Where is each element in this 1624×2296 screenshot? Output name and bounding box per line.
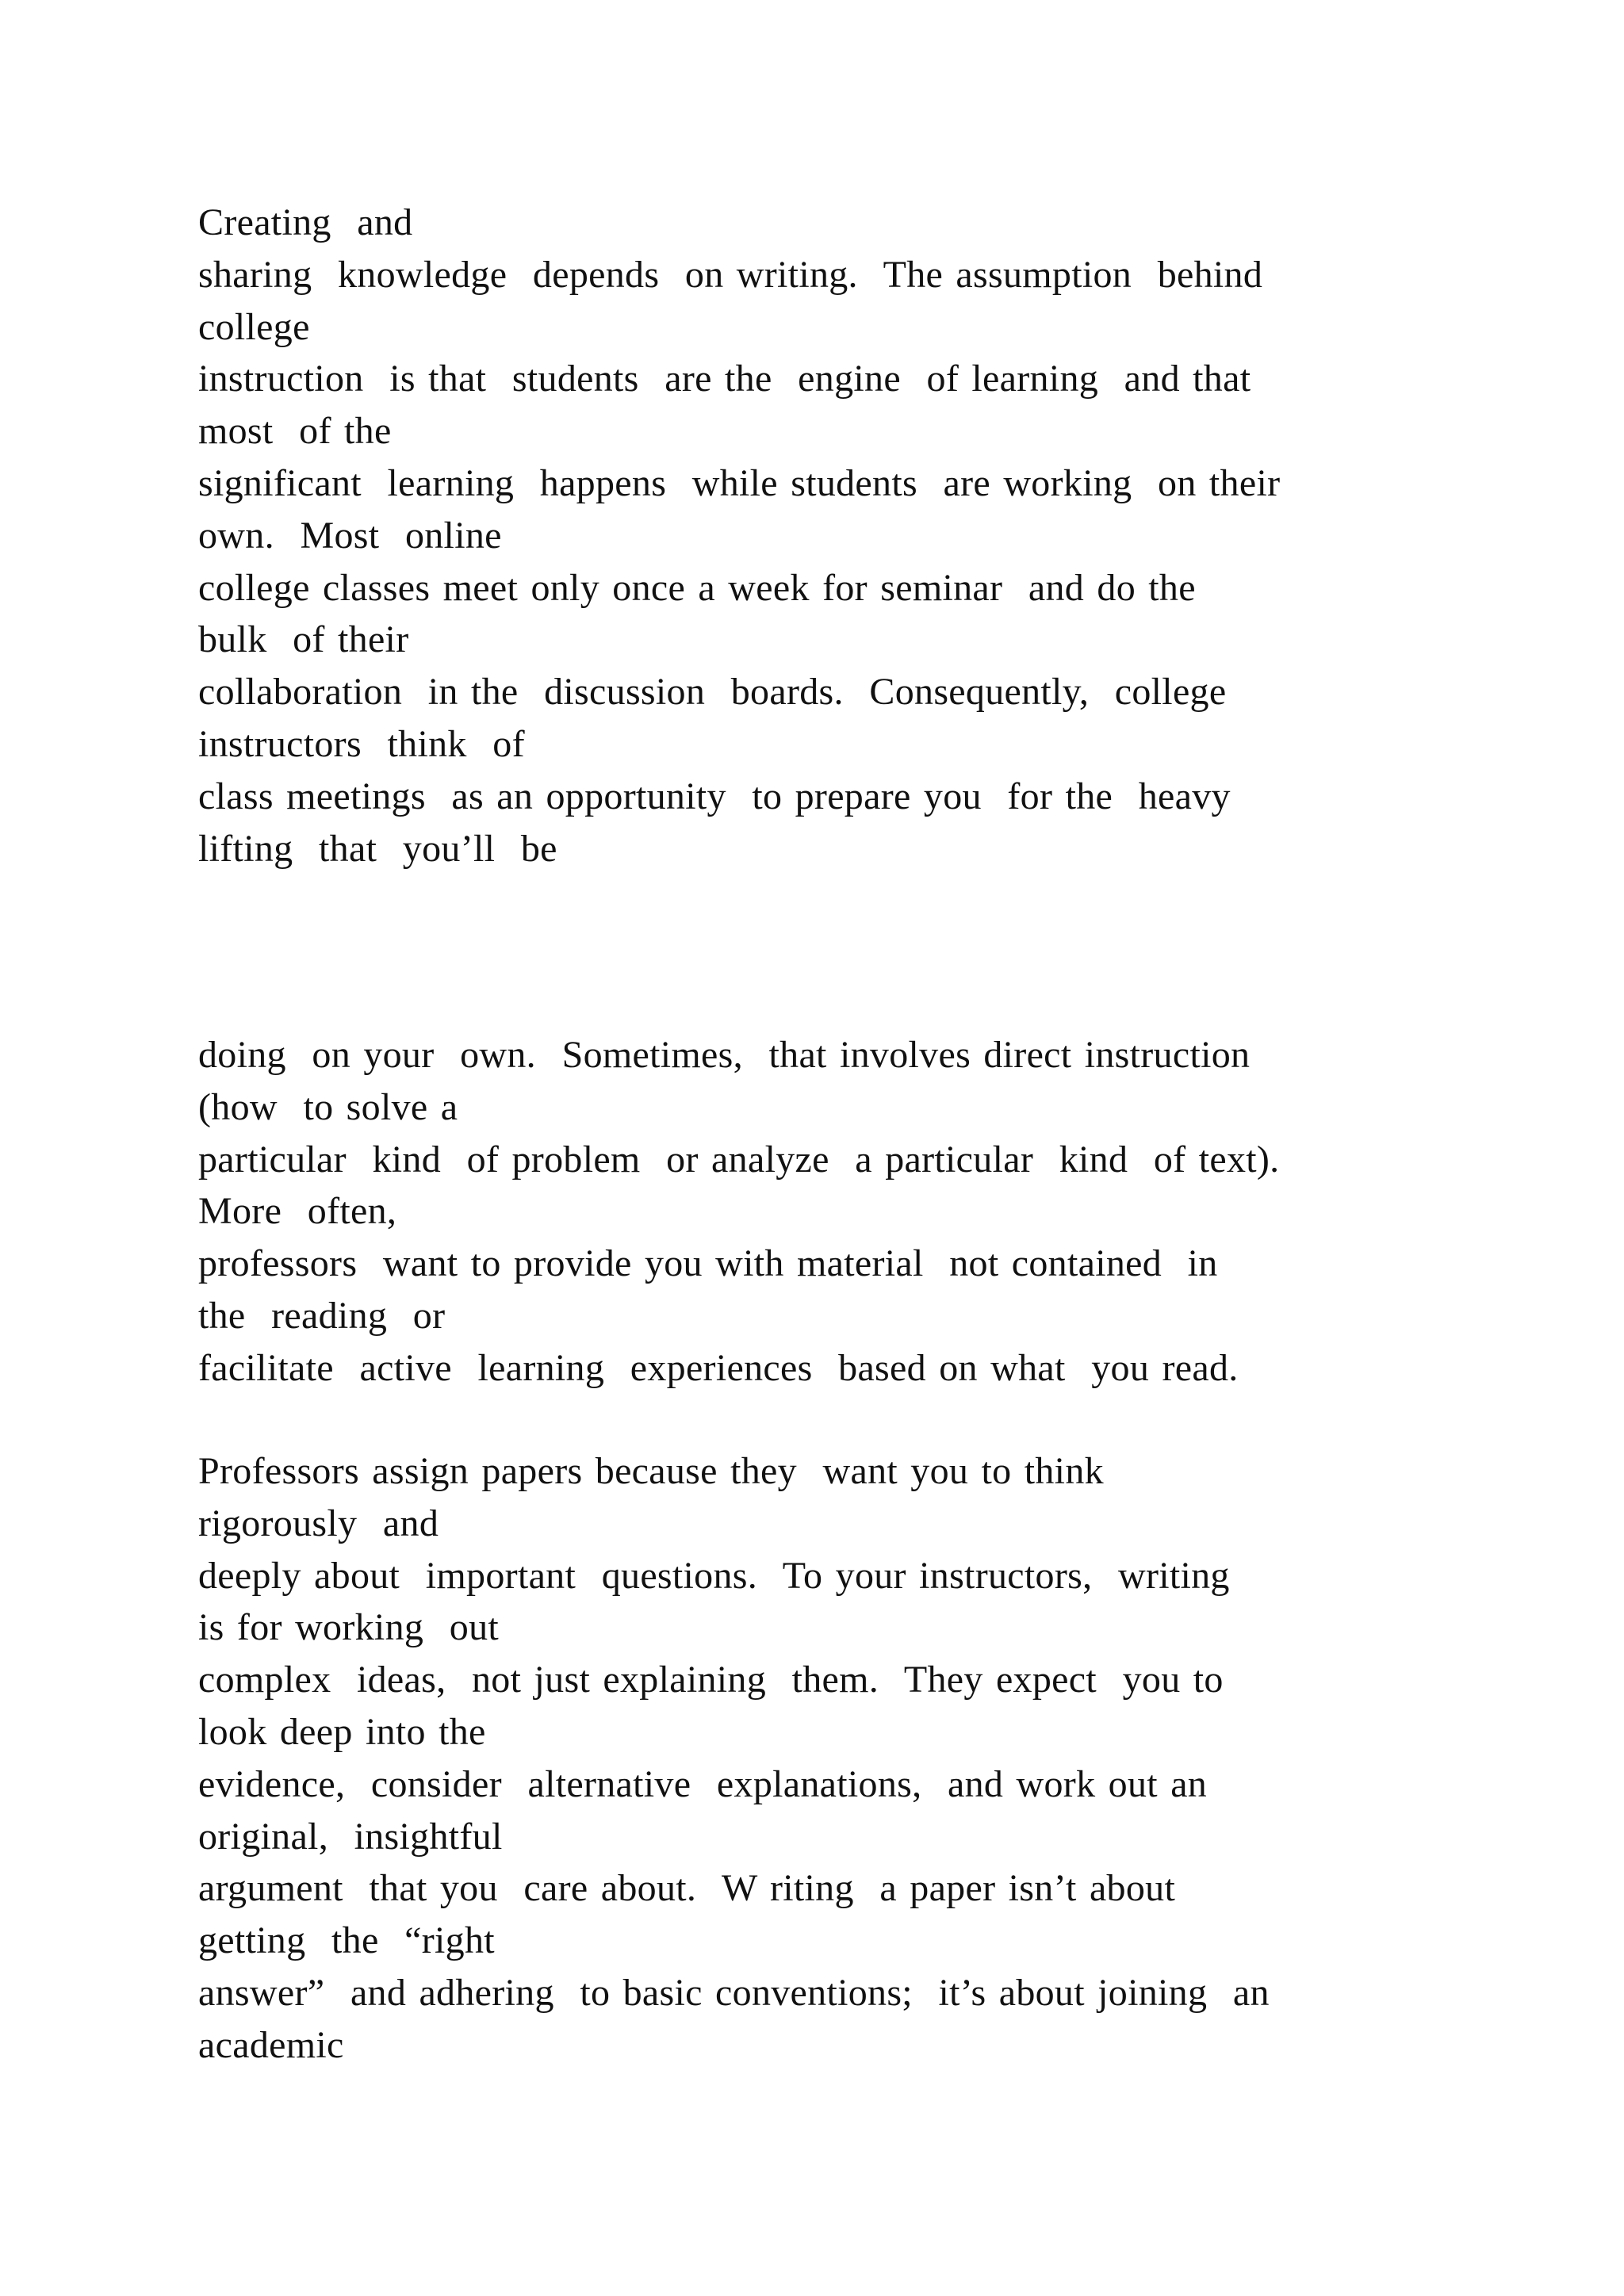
text-line: particular kind of problem or analyze a particular kind of text). <box>198 1138 1280 1181</box>
text-line: college classes meet only once a week for seminar and do the <box>198 566 1196 609</box>
text-line: instructors think of <box>198 722 525 765</box>
paragraph-2 <box>198 1029 1467 1395</box>
text-line: Professors assign papers because they want you to think <box>198 1450 1104 1492</box>
text-line: rigorously and <box>198 1502 439 1544</box>
text-line: sharing knowledge depends on writing. The assumption behind <box>198 253 1263 296</box>
text-line: look deep into the <box>198 1710 486 1753</box>
text-line: deeply about important questions. To your instructors, writing <box>198 1554 1230 1597</box>
text-line: instruction is that students are the engine of learning and that <box>198 358 1251 400</box>
text-line: college <box>198 305 310 348</box>
paragraph-1 <box>198 197 1467 874</box>
text-line: the reading or <box>198 1294 446 1337</box>
text-line: getting the “right <box>198 1919 495 1962</box>
text-line: complex ideas, not just explaining them. They expect you to <box>198 1659 1224 1701</box>
text-line: own. Most online <box>198 514 502 557</box>
paragraph-3 <box>198 1445 1467 2072</box>
text-line: academic <box>198 2023 344 2066</box>
text-line: significant learning happens while students are working on their <box>198 461 1281 504</box>
text-line: facilitate active learning experiences based on what you read. <box>198 1346 1239 1389</box>
text-line: (how to solve a <box>198 1085 458 1128</box>
text-line: evidence, consider alternative explanations, and work out an <box>198 1762 1208 1805</box>
text-line: professors want to provide you with material not contained in <box>198 1242 1218 1285</box>
text-line: argument that you care about. W riting a paper isn’t about <box>198 1867 1176 1910</box>
text-line: lifting that you’ll be <box>198 827 557 870</box>
text-line: original, insightful <box>198 1815 503 1858</box>
text-line: bulk of their <box>198 618 409 661</box>
text-line: answer” and adhering to basic conventions; it’s about joining an <box>198 1971 1270 2014</box>
text-line: most of the <box>198 410 392 453</box>
text-line: is for working out <box>198 1606 500 1649</box>
text-line: doing on your own. Sometimes, that involves direct instruction <box>198 1034 1251 1076</box>
text-line: Creating and <box>198 201 413 243</box>
text-line: More often, <box>198 1190 397 1233</box>
text-line: collaboration in the discussion boards. Consequently, college <box>198 671 1227 714</box>
text-line: class meetings as an opportunity to prepare you for the heavy <box>198 775 1231 817</box>
